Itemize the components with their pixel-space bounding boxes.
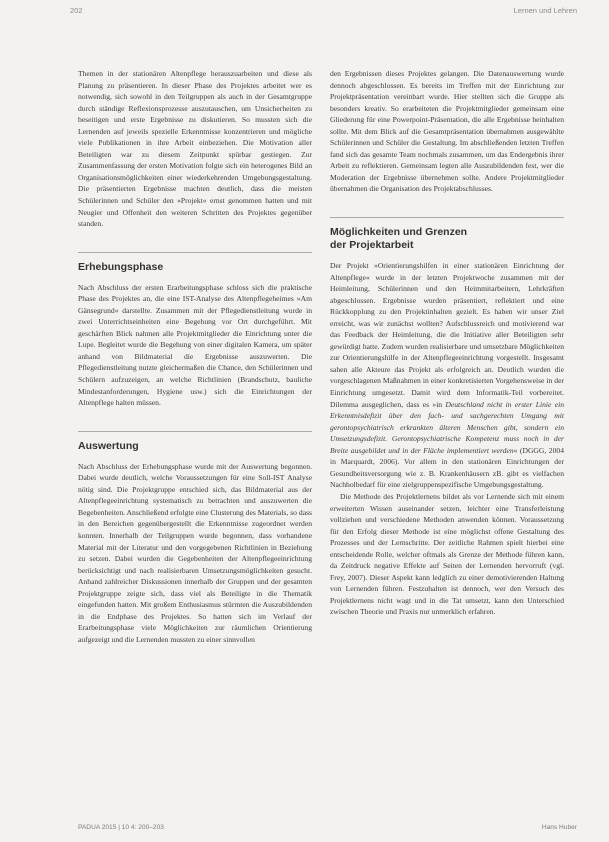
left-intro-paragraph: Themen in der stationären Altenpflege herauszuarbeiten und diese als Planung zu präsentieren. In dieser Phase des Projektes arbeitet wer es notwendig, sich sowohl in den Teilgruppen als auch in der Gesamtgruppe durch ständige Reflexionsprozesse auszutauschen, um Unsicherheiten zu beseitigen und erste Ergebnisse zu diskutieren. So mussten sich die Lernenden auf jeweils spezielle Erkenntnisse konzentrieren und mögliche viele Publikationen in ihre Arbeit einbeziehen. Die Motivation aller Beteiligten war zu diesem Zeitpunkt spürbar gestiegen. Zur Zusammenfassung der ersten Motivation folgte sich ein heterogenes Bild an Organisationsmöglichkeiten einer wiederkehrenden Umgebungsgestaltung. Die präsentierten Ergebnisse machten deutlich, dass die meisten Schülerinnen und Schüler den »Projekt« ernst genommen hatten und mit Neugier und Offenheit den weiteren Schritten des Projektes gegenüber standen. [78,69,312,229]
quotation-italic: Deutschland nicht in erster Linie ein Erkenntnisdefizit über den fach- und sachgerechten Umgang mit gerontopsychiatrisch erkrankten älteren Menschen gibt, sondern ein Umsetzungsdefizit. Gerontopsychiatrische Kompetenz muss noch in der Breite ausgebildet und in der Fläche implementiert werden [330,399,564,455]
heading-block-auswertung [78,431,312,461]
heading-auswertung: Auswertung [78,439,139,452]
paragraph-text: Der Projekt »Orientierungshilfen in einer stationären Einrichtung der Altenpflege« wurde in der letzten Projektwoche zusammen mit der Heimleitung, Schülerinnen und den Heimmitarbeitern, Lehrkräften abgeschlossen. Ergebnisse wurden präsentiert, reflektiert und eine Rückkopplung zu den Projektinhalten gezielt. Es haben wir unser Ziel erreicht, was wir zunächst wollten? Aufschlussreich und motivierend war das Feedback der Heimleitung, die die Initiative aller Beteiligten sehr gewürdigt hatte. Zudem wurden realisierbare und umsetzbare Möglichkeiten zur Orientierungshilfe in der Altenpflegeeinrichtung vorgestellt. Insgesamt sahen alle Akteure das Projekt als erfolgreich an. Deutlich wurden die vorgeschlagenen Maßnahmen in einer konkretisierten Vorgehensweise in der Einrichtung umgesetzt. Damit wird dem Informatik-Teil vorbereitet. Dilemma ausgeglichen, dass es »in [330,261,564,409]
heading-block-erhebungsphase [78,252,312,282]
heading-moeglichkeiten-line1: Möglichkeiten und Grenzen [330,226,468,239]
heading-rule [78,431,312,432]
journal-citation: PADUA 2015 | 10 4: 200–203 [78,824,164,831]
heading-rule [78,252,312,253]
page-footer [78,824,577,836]
left-column [78,68,312,645]
heading-block-moeglichkeiten [330,217,564,260]
heading-rule [330,217,564,218]
heading-erhebungsphase: Erhebungsphase [78,260,164,273]
moeglichkeiten-paragraph-1 [330,260,564,491]
right-column [330,68,564,618]
publisher-name: Hans Huber [541,824,577,831]
section-title: Lernen und Lehren [513,6,577,15]
running-header [70,6,577,20]
page-number: 202 [70,6,83,15]
right-intro-paragraph: den Ergebnissen dieses Projektes gelangen. Die Datenauswertung wurde dennoch abgeschlossen. Es bereits im Treffen mit der Einrichtung zur Projektpräsentation vereinbart wurde. Hier stellten sich die Gruppe als besonders kreativ. So erarbeiteten die Projektmitglieder gemeinsam eine Gliederung für eine Powerpoint-Präsentation, die alle Ergebnisse beinhalten sollte. Mit dem Blick auf die Gesamtpräsentation übernahmen ausgewählte Schülerinnen und Schüler die Gestaltung. Im abschließenden letzten Treffen fand sich das gesamte Team nochmals zusammen, um das Endergebnis ihrer Arbeit zu reflektieren. Gemeinsam legten alle Auszubildenden fest, wer die Moderation der Ergebnisse übernehmen sollte. Andere Projektmitglieder übernahmen die Organisation des Projektabschlusses. [330,69,564,194]
moeglichkeiten-paragraph-2: Die Methode des Projektlernens bildet als vor Lernende sich mit einem erweiterten Wissen auseinander setzen, leichter eine Transferleistung vollziehen und verschiedene Methoden anwenden können. Voraussetzung für den Erfolg dieser Methode ist eine möglichst offene Gestaltung des Prozesses und der Lernschritte. Der zeitliche Rahmen spielt hierbei eine entscheidende Rolle, welcher oftmals als Grenze der Methode führen kann, da Zeitdruck negative Effekte auf Seiten der Lernenden hervorruft (vgl. Frey, 2007). Dieser Aspekt kann ledglich zu einer demotivierenden Haltung von Lernenden führen. Festzuhalten ist dennoch, wer den Versuch des Projektlernens nicht wagt und in die Tat umsetzt, kann den Unterschied zwischen Theorie und Praxis nur unmerklich erfahren. [330,491,564,617]
erhebungsphase-paragraph: Nach Abschluss der ersten Erarbeitungsphase schloss sich die praktische Phase des Projektes an, die eine IST-Analyse des Altenpflegeheimes »Am Gänsegrund« darstellte. Zusammen mit der Pflegedienstleitung wurde in zwei Unterrichtseinheiten eine Begehung vor Ort durchgeführt. Mit geschärften Blick nahmen alle Projektmitglieder die Einrichtung unter die Lupe. Begleitet wurde die Begehung von einer digitalen Kamera, um später anhand von Bildmaterial die Ergebnisse auszuwerten. Die Pflegedienstleitung nutzte gleichermaßen die Chance, den Schülerinnen und Schülern aufzuzeigen, an welche Richtlinien (Brandschutz, bauliche Mindestanforderungen, Hygiene usw.) sich die Einrichtungen der Altenpflege halten müssen. [78,282,312,408]
heading-moeglichkeiten-line2: der Projektarbeit [330,239,414,252]
citation-text: « (DGGG, 2004 in Marquardt, 2006). Vor allem in den stationären Einrichtungen der Gesundheitsversorgung wie z. B. Krankenhäusern zB. gibt es vielfachen Nachholbedarf für eine zielgruppenspezifische Umgebungsgestaltung. [330,445,564,490]
auswertung-paragraph: Nach Abschluss der Erhebungsphase wurde mit der Auswertung begonnen. Dabei wurde deutlich, welche Voraussetzungen für eine Soll-IST Analyse nötig sind. Die Projektgruppe entschied sich, das Bildmaterial aus der Altenpflegeeinrichtung systematisch zu betrachten und auszuwerten die Begebenheiten. Anschließend erfolgte eine Clusterung des Materials, so dass in den Bereichen gegenübergestellt die Erkenntnisse zugeordnet werden konnten. Innerhalb der Teilgruppen wurde begonnen, dass vorhandene Material mit der Literatur und den vorgegebenen Richtlinien in Beziehung zu setzen. Dabei wurden die Gegebenheiten der Altenpflegeeinrichtung berücksichtigt und nach realisierbaren Umsetzungsmöglichkeiten gesucht. Anhand zahlreicher Diskussionen innerhalb der Gruppen und der gesamten Projektgruppe zeigte sich, dass viel als Beteiligte in die Thematik eingefunden hatten. Mit großem Enthusiasmus stürmten die Auszubildenden in die Endphase des Projektes. So hatten sich im Verlauf der Erarbeitungsphase viele Möglichkeiten zur räumlichen Orientierung aufgezeigt und die Lernenden mussten zu einer sinnvollen [78,461,312,644]
